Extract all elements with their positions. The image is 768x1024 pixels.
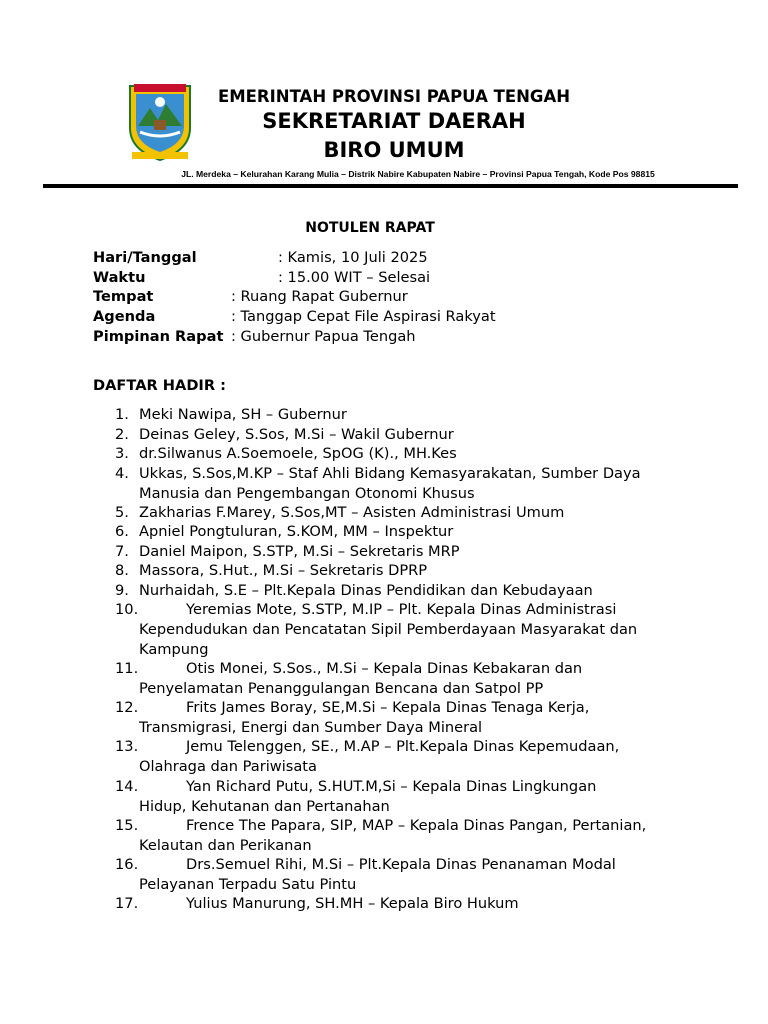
list-number: 2. bbox=[115, 426, 129, 443]
header-divider bbox=[43, 184, 738, 188]
list-number: 7. bbox=[115, 543, 129, 560]
list-text: Deinas Geley, S.Sos, M.Si – Wakil Gubernur bbox=[139, 426, 454, 443]
meta-value: : Tanggap Cepat File Aspirasi Rakyat bbox=[231, 308, 496, 325]
list-text-cont: Kependudukan dan Pencatatan Sipil Pemberdayaan Masyarakat dan bbox=[139, 621, 638, 638]
list-text-cont: Penyelamatan Penanggulangan Bencana dan Satpol PP bbox=[139, 680, 544, 697]
list-text: Drs.Semuel Rihi, M.Si – Plt.Kepala Dinas Penanaman Modal bbox=[186, 856, 616, 873]
list-number: 12. bbox=[115, 699, 139, 716]
list-text-cont: Pelayanan Terpadu Satu Pintu bbox=[139, 876, 357, 893]
meta-label: Waktu bbox=[93, 269, 146, 286]
list-text: Daniel Maipon, S.STP, M.Si – Sekretaris MRP bbox=[139, 543, 460, 560]
header-bureau: BIRO UMUM bbox=[323, 138, 465, 162]
list-text-cont: Olahraga dan Pariwisata bbox=[139, 758, 317, 775]
meta-label: Agenda bbox=[93, 308, 156, 325]
list-number: 16. bbox=[115, 856, 139, 873]
list-number: 11. bbox=[115, 660, 139, 677]
meta-value: : 15.00 WIT – Selesai bbox=[278, 269, 431, 286]
list-text: Nurhaidah, S.E – Plt.Kepala Dinas Pendidikan dan Kebudayaan bbox=[139, 582, 593, 599]
list-text: Yeremias Mote, S.STP, M.IP – Plt. Kepala Dinas Administrasi bbox=[186, 601, 617, 618]
list-number: 6. bbox=[115, 523, 129, 540]
list-text-cont: Kampung bbox=[139, 641, 209, 658]
document-title: NOTULEN RAPAT bbox=[305, 220, 435, 236]
list-text: Otis Monei, S.Sos., M.Si – Kepala Dinas Kebakaran dan bbox=[186, 660, 583, 677]
meta-value: : Kamis, 10 Juli 2025 bbox=[278, 249, 428, 266]
list-text: Apniel Pongtuluran, S.KOM, MM – Inspektur bbox=[139, 523, 454, 540]
list-text: Ukkas, S.Sos,M.KP – Staf Ahli Bidang Kemasyarakatan, Sumber Daya bbox=[139, 465, 641, 482]
list-text-cont: Hidup, Kehutanan dan Pertanahan bbox=[139, 798, 390, 815]
meta-label: Pimpinan Rapat bbox=[93, 328, 224, 345]
list-number: 4. bbox=[115, 465, 129, 482]
list-text-cont: Manusia dan Pengembangan Otonomi Khusus bbox=[139, 485, 475, 502]
list-text: Frits James Boray, SE,M.Si – Kepala Dinas Tenaga Kerja, bbox=[186, 699, 590, 716]
meta-label: Hari/Tanggal bbox=[93, 249, 197, 266]
header-secretariat: SEKRETARIAT DAERAH bbox=[262, 109, 526, 133]
list-text: Yan Richard Putu, S.HUT.M,Si – Kepala Dinas Lingkungan bbox=[186, 778, 597, 795]
list-text: Massora, S.Hut., M.Si – Sekretaris DPRP bbox=[139, 562, 428, 579]
meta-label: Tempat bbox=[93, 288, 154, 305]
list-text: Zakharias F.Marey, S.Sos,MT – Asisten Administrasi Umum bbox=[139, 504, 565, 521]
list-number: 15. bbox=[115, 817, 139, 834]
list-text: Jemu Telenggen, SE., M.AP – Plt.Kepala Dinas Kepemudaan, bbox=[186, 738, 620, 755]
list-number: 1. bbox=[115, 406, 129, 423]
attendance-heading: DAFTAR HADIR : bbox=[93, 377, 227, 394]
list-number: 10. bbox=[115, 601, 139, 618]
list-number: 17. bbox=[115, 895, 139, 912]
list-number: 8. bbox=[115, 562, 129, 579]
meta-value: : Ruang Rapat Gubernur bbox=[231, 288, 408, 305]
list-text-cont: Transmigrasi, Energi dan Sumber Daya Mineral bbox=[139, 719, 483, 736]
list-text-cont: Kelautan dan Perikanan bbox=[139, 837, 312, 854]
list-number: 14. bbox=[115, 778, 139, 795]
meta-value: : Gubernur Papua Tengah bbox=[231, 328, 416, 345]
list-number: 3. bbox=[115, 445, 129, 462]
list-text: Frence The Papara, SIP, MAP – Kepala Dinas Pangan, Pertanian, bbox=[186, 817, 647, 834]
list-text: dr.Silwanus A.Soemoele, SpOG (K)., MH.Kes bbox=[139, 445, 457, 462]
list-number: 5. bbox=[115, 504, 129, 521]
list-number: 9. bbox=[115, 582, 129, 599]
list-text: Meki Nawipa, SH – Gubernur bbox=[139, 406, 347, 423]
header-address: JL. Merdeka – Kelurahan Karang Mulia – Distrik Nabire Kabupaten Nabire – Provinsi Papua Tengah, Kode Pos 98815 bbox=[181, 169, 655, 179]
header-government-name: EMERINTAH PROVINSI PAPUA TENGAH bbox=[217, 87, 571, 106]
list-number: 13. bbox=[115, 738, 139, 755]
list-text: Yulius Manurung, SH.MH – Kepala Biro Hukum bbox=[186, 895, 519, 912]
